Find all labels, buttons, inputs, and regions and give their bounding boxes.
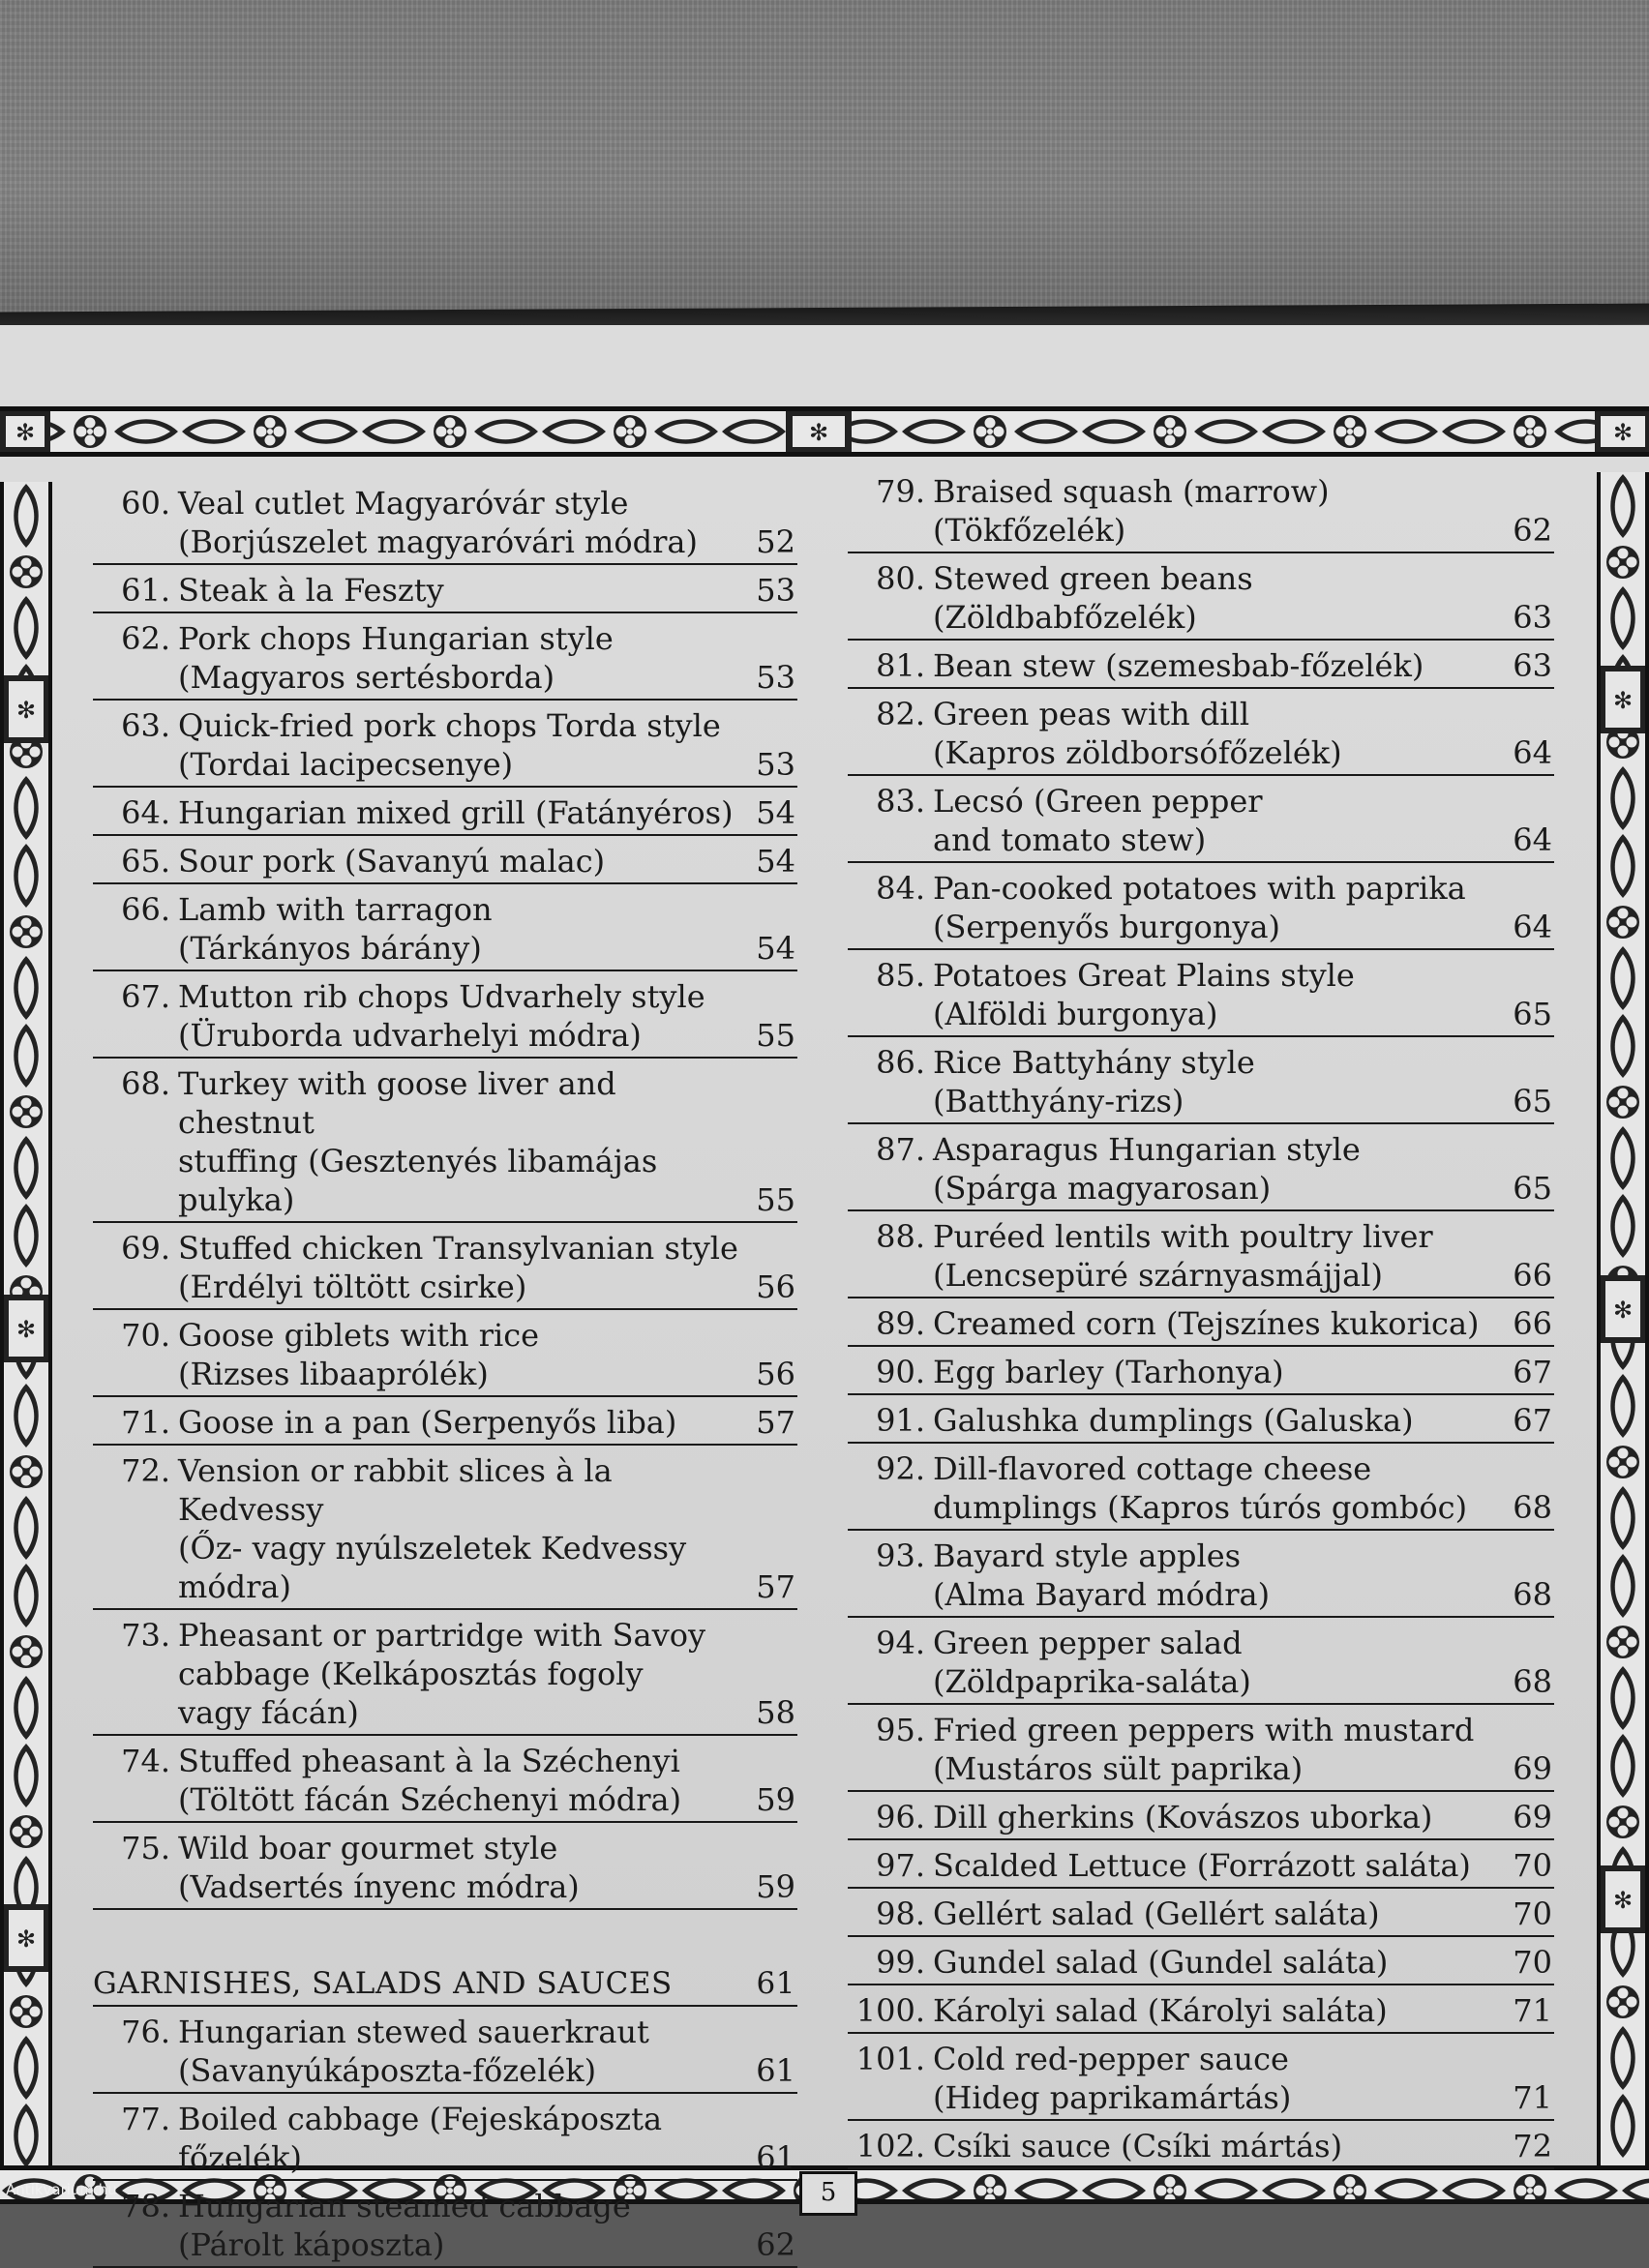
entry-page-number: 68 [1513,1663,1552,1700]
entry-title: Cold red-pepper sauce (Hideg paprikamártás) [933,2041,1292,2116]
entry-page-number: 55 [756,1017,795,1054]
toc-entry [93,1223,797,1310]
entry-number: 98. [876,1895,925,1932]
toc-entry [93,2181,797,2268]
entry-page-number: 53 [756,746,795,783]
svg-text:✻: ✻ [1612,1887,1634,1914]
entry-title: Károlyi salad (Károlyi saláta) [933,1992,1388,2029]
left-ornamental-border [0,482,52,2165]
entry-page-number: 58 [756,1694,795,1731]
watermark: Antikvarium.hu [6,2181,117,2198]
entry-title: Asparagus Hungarian style (Spárga magyarosan) [933,1131,1361,1207]
entry-number: 75. [121,1830,170,1866]
entry-number: 84. [876,870,925,907]
toc-entry [848,2034,1554,2121]
toc-entry [93,478,797,565]
entry-number: 100. [855,1992,925,2029]
toc-entry [848,1937,1554,1985]
entry-page-number: 71 [1513,2079,1552,2116]
entry-page-number: 67 [1513,1354,1552,1390]
entry-number: 69. [121,1230,170,1267]
entry-number: 81. [876,647,925,684]
entry-number: 67. [121,978,170,1015]
entry-page-number: 71 [1513,1992,1552,2029]
entry-title: Hungarian mixed grill (Fatányéros) [178,794,734,831]
entry-number: 64. [121,794,170,831]
entry-number: 61. [121,572,170,609]
toc-entry [93,788,797,836]
toc-entry [848,1037,1554,1124]
entry-number: 62. [121,620,170,657]
toc-entry [848,553,1554,641]
entry-title: Hungarian steamed cabbage (Párolt káposzta) [178,2188,631,2263]
background-surface [0,0,1649,319]
toc-entry [93,1736,797,1823]
toc-entry [848,2121,1554,2169]
toc-entry [93,2094,797,2181]
entry-title: Bayard style apples (Alma Bayard módra) [933,1537,1271,1613]
toc-entry [93,701,797,788]
entry-title: Fried green peppers with mustard (Mustáros sült paprika) [933,1712,1475,1787]
toc-entry [848,1985,1554,2034]
entry-page-number: 54 [756,794,795,831]
toc-entry [848,641,1554,689]
contents-left-column [93,478,797,2268]
toc-entry [93,884,797,971]
entry-page-number: 70 [1513,1944,1552,1981]
right-ornamental-border [1597,472,1649,2165]
entry-title: Bean stew (szemesbab-főzelék) [933,647,1424,684]
entry-number: 91. [876,1402,925,1439]
toc-entry [93,1397,797,1446]
entry-title: Dill gherkins (Kovászos uborka) [933,1799,1433,1835]
entry-page-number: 57 [756,1404,795,1441]
entry-title: Creamed corn (Tejszínes kukorica) [933,1305,1480,1342]
entry-page-number: 55 [756,1181,795,1218]
entry-number: 86. [876,1044,925,1081]
entry-page-number: 62 [756,2226,795,2263]
toc-entry [93,971,797,1059]
entry-page-number: 57 [756,1568,795,1605]
entry-page-number: 68 [1513,1489,1552,1526]
toc-entry [848,1840,1554,1889]
svg-text:✻: ✻ [1612,687,1634,714]
toc-entry [93,613,797,701]
entry-page-number: 53 [756,659,795,696]
entry-number: 97. [876,1847,925,1884]
entry-page-number: 64 [1513,821,1552,858]
entry-number: 77. [121,2101,170,2137]
entry-page-number: 61 [756,2052,795,2089]
entry-page-number: 64 [1513,734,1552,771]
toc-entry [93,1310,797,1397]
entry-title: Steak à la Feszty [178,572,444,609]
entry-page-number: 56 [756,1356,795,1392]
entry-number: 95. [876,1712,925,1748]
entry-title: Lecsó (Green pepper and tomato stew) [933,783,1263,858]
svg-text:✻: ✻ [15,697,37,724]
toc-entry [848,1347,1554,1395]
entry-page-number: 65 [1513,1170,1552,1207]
entry-title: Pork chops Hungarian style (Magyaros sertésborda) [178,620,614,696]
entry-title: Stewed green beans (Zöldbabfőzelék) [933,560,1253,636]
section-heading [93,1964,797,2007]
entry-page-number: 54 [756,843,795,880]
entry-number: 76. [121,2014,170,2050]
entry-page-number: 67 [1513,1402,1552,1439]
entry-number: 78. [121,2188,170,2224]
entry-title: Vension or rabbit slices à la Kedvessy (Őz- vagy nyúlszeletek Kedvessy módra) [178,1452,687,1605]
entry-page-number: 72 [1513,2128,1552,2164]
entry-number: 63. [121,707,170,744]
toc-entry [848,1889,1554,1937]
entry-title: Stuffed pheasant à la Széchenyi (Töltött fácán Széchenyi módra) [178,1743,682,1818]
toc-entry [848,1618,1554,1705]
entry-number: 71. [121,1404,170,1441]
svg-text:✻: ✻ [15,1925,37,1953]
entry-title: Goose giblets with rice (Rizses libaaprólék) [178,1317,540,1392]
entry-number: 96. [876,1799,925,1835]
entry-number: 83. [876,783,925,820]
entry-number: 72. [121,1452,170,1489]
entry-title: Turkey with goose liver and chestnut stuffing (Gesztenyés libamájas pulyka) [178,1065,658,1218]
entry-page-number: 52 [756,523,795,560]
svg-text:✻: ✻ [808,419,829,446]
entry-title: Goose in a pan (Serpenyős liba) [178,1404,677,1441]
entry-number: 79. [876,473,925,510]
entry-number: 92. [876,1450,925,1487]
entry-page-number: 63 [1513,599,1552,636]
entry-number: 65. [121,843,170,880]
entry-page-number: 53 [756,572,795,609]
entry-title: Lamb with tarragon (Tárkányos bárány) [178,891,493,967]
entry-page-number: 69 [1513,1799,1552,1835]
entry-page-number: 63 [1513,647,1552,684]
entry-page-number: 70 [1513,1895,1552,1932]
entry-title: Gellért salad (Gellért saláta) [933,1895,1380,1932]
toc-entry [93,1446,797,1610]
entry-number: 101. [855,2041,925,2077]
entry-page-number: 65 [1513,996,1552,1032]
entry-number: 70. [121,1317,170,1354]
toc-entry [93,565,797,613]
entry-title: Boiled cabbage (Fejeskáposzta főzelék) [178,2101,663,2176]
section-heading-title: GARNISHES, SALADS AND SAUCES [93,1966,673,2001]
entry-number: 82. [876,696,925,732]
entry-number: 89. [876,1305,925,1342]
entry-number: 90. [876,1354,925,1390]
toc-entry [93,836,797,884]
entry-page-number: 69 [1513,1750,1552,1787]
entry-title: Braised squash (marrow) (Tökfőzelék) [933,473,1330,549]
entry-number: 94. [876,1625,925,1661]
entry-title: Pan-cooked potatoes with paprika (Serpenyős burgonya) [933,870,1466,945]
entry-number: 102. [855,2128,925,2164]
entry-number: 93. [876,1537,925,1574]
page-number: 5 [799,2171,857,2216]
entry-page-number: 68 [1513,1576,1552,1613]
toc-entry [848,1705,1554,1792]
toc-entry [848,1124,1554,1211]
toc-entry [93,1059,797,1223]
entry-title: Gundel salad (Gundel saláta) [933,1944,1389,1981]
left-entries [93,478,797,1910]
toc-entry [848,776,1554,863]
toc-entry [848,1211,1554,1298]
entry-title: Stuffed chicken Transylvanian style (Erdélyi töltött csirke) [178,1230,738,1305]
toc-entry [848,863,1554,950]
entry-title: Green pepper salad (Zöldpaprika-saláta) [933,1625,1251,1700]
top-ornamental-border [0,406,1649,457]
entry-page-number: 66 [1513,1305,1552,1342]
entry-page-number: 56 [756,1268,795,1305]
right-entries [848,466,1554,2169]
toc-entry [93,1823,797,1910]
contents-right-column [848,473,1554,2169]
entry-number: 68. [121,1065,170,1102]
entry-title: Pheasant or partridge with Savoy cabbage (Kelkáposztás fogoly vagy fácán) [178,1617,706,1731]
svg-text:✻: ✻ [1612,1297,1634,1324]
toc-entry [93,2007,797,2094]
toc-entry [848,1792,1554,1840]
entry-number: 60. [121,485,170,522]
entry-title: Hungarian stewed sauerkraut (Savanyúkáposzta-főzelék) [178,2014,649,2089]
entry-title: Egg barley (Tarhonya) [933,1354,1284,1390]
toc-entry [848,1531,1554,1618]
entry-number: 66. [121,891,170,928]
svg-text:✻: ✻ [1612,419,1634,446]
entry-page-number: 59 [756,1781,795,1818]
toc-entry [848,1298,1554,1347]
entry-page-number: 62 [1513,512,1552,549]
entry-title: Potatoes Great Plains style (Alföldi burgonya) [933,957,1355,1032]
entry-page-number: 66 [1513,1257,1552,1294]
entry-number: 87. [876,1131,925,1168]
entry-page-number: 61 [756,2139,795,2176]
entry-number: 85. [876,957,925,994]
toc-entry [848,1444,1554,1531]
entry-title: Puréed lentils with poultry liver (Lencsepüré szárnyasmájjal) [933,1218,1433,1294]
entry-page-number: 54 [756,930,795,967]
entry-title: Veal cutlet Magyaróvár style (Borjúszelet magyaróvári módra) [178,485,698,560]
toc-entry [93,1610,797,1736]
entry-page-number: 64 [1513,909,1552,945]
toc-entry [848,466,1554,553]
entry-page-number: 59 [756,1868,795,1905]
toc-entry [848,1395,1554,1444]
entry-number: 74. [121,1743,170,1779]
entry-title: Green peas with dill (Kapros zöldborsófőzelék) [933,696,1342,771]
entry-title: Galushka dumplings (Galuska) [933,1402,1414,1439]
entry-number: 73. [121,1617,170,1654]
entry-title: Wild boar gourmet style (Vadsertés ínyenc módra) [178,1830,580,1905]
entry-title: Quick-fried pork chops Torda style (Tordai lacipecsenye) [178,707,721,783]
entry-title: Mutton rib chops Udvarhely style (Üruborda udvarhelyi módra) [178,978,705,1054]
entry-number: 99. [876,1944,925,1981]
section-heading-page: 61 [756,1966,795,2001]
entry-title: Csíki sauce (Csíki mártás) [933,2128,1343,2164]
toc-entry [848,950,1554,1037]
entry-number: 80. [876,560,925,597]
svg-text:✻: ✻ [15,1316,37,1343]
entry-number: 88. [876,1218,925,1255]
entry-title: Rice Battyhány style (Batthyány-rizs) [933,1044,1255,1119]
entry-title: Sour pork (Savanyú malac) [178,843,606,880]
svg-text:✻: ✻ [15,419,36,446]
entry-title: Dill-flavored cottage cheese dumplings (Kapros túrós gombóc) [933,1450,1468,1526]
entry-page-number: 65 [1513,1083,1552,1119]
toc-entry [848,689,1554,776]
left-entries-after [93,2007,797,2268]
entry-title: Scalded Lettuce (Forrázott saláta) [933,1847,1471,1884]
entry-page-number: 70 [1513,1847,1552,1884]
